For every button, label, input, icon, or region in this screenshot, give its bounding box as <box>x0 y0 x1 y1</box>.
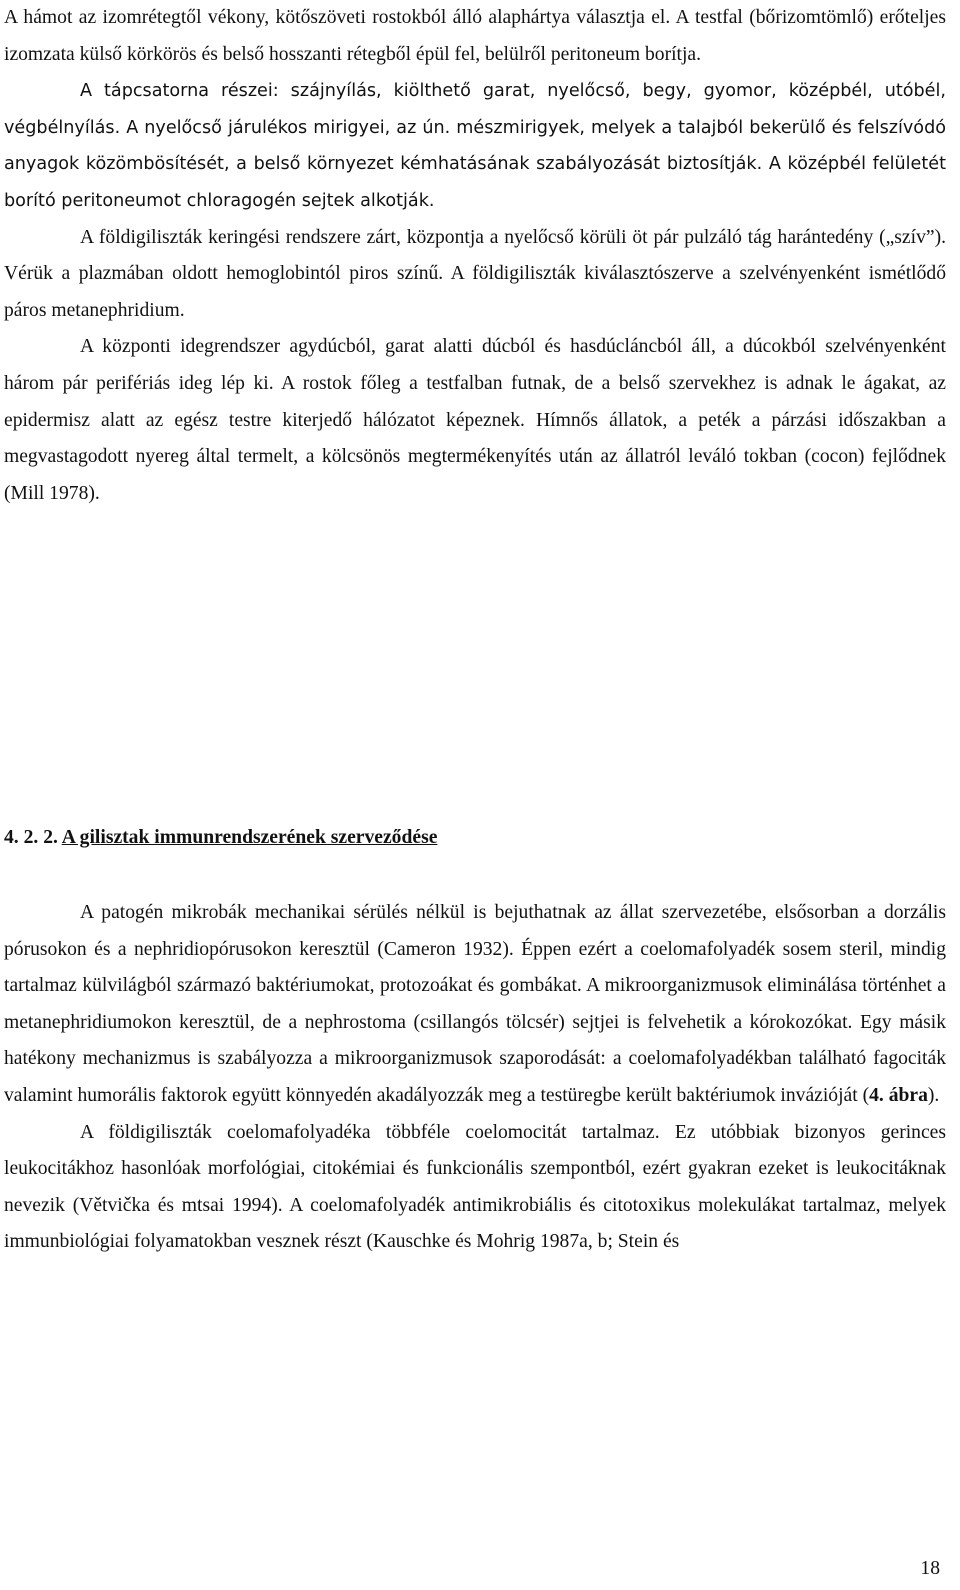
paragraph-coelomocytes: A földigiliszták coelomafolyadéka többféle coelomocitát tartalmaz. Ez utóbbiak bizonyos gerinces leukocitákhoz hasonlóak morfológiai, citokémiai és funkcionális szempontból, ezért gyakran ezeket is leukocitáknak nevezik (Větvička és mtsai 1994). A coelomafolyadék antimikrobiális és citotoxikus molekulákat tartalmaz, melyek immunbiológiai folyamatokban vesznek részt (Kauschke és Mohrig 1987a, b; Stein és <box>4 1121 946 1253</box>
top-text-block <box>4 0 946 512</box>
paragraph-pathogen-entry <box>4 895 946 1115</box>
section-heading <box>4 820 437 857</box>
page-number: 18 <box>920 1558 940 1579</box>
paragraph-basement-membrane: A hámot az izomrétegtől vékony, kötőszöveti rostokból álló alaphártya választja el. A testfal (bőrizomtömlő) erőteljes izomzata külső körkörös és belső hosszanti rétegből épül fel, belülről peritoneum borítja. <box>4 7 946 65</box>
section-number: 4. 2. 2. <box>4 827 58 848</box>
paragraph-circulatory-system: A földigiliszták keringési rendszere zárt, központja a nyelőcső körüli öt pár pulzáló tág harántedény („szív”). Vérük a plazmában oldott hemoglobintól piros színű. A földigiliszták kiválasztószerve a szelvényenként ismétlődő páros metanephridium. <box>4 226 946 321</box>
paragraph-pathogen-entry-end: ). <box>927 1084 940 1106</box>
paragraph-nervous-system: A központi idegrendszer agydúcból, garat alatti dúcból és hasdúcláncból áll, a dúcokból szelvényenként három pár perifériás ideg lép ki. A rostok főleg a testfalban futnak, de a belső szervekhez is adnak le ágakat, az epidermisz alatt az egész testre kiterjedő hálózatot képeznek. Hímnős állatok, a peték a párzási időszakban a megvastagodott nyereg által termelt, a kölcsönös megtermékenyítés után az állatról leváló tokban (cocon) fejlődnek (Mill 1978). <box>4 336 946 504</box>
section-title: A gilisztak immunrendszerének szerveződése <box>61 827 438 848</box>
bottom-text-block <box>4 895 946 1261</box>
paragraph-digestive-tract: A tápcsatorna részei: szájnyílás, kiölthető garat, nyelőcső, begy, gyomor, középbél, utóbél, végbélnyílás. A nyelőcső járulékos mirigyei, az ún. mészmirigyek, melyek a talajból bekerülő és felszívódó anyagok közömbösítését, a belső környezet kémhatásának szabályozását biztosítják. A középbél felületét borító peritoneumot chloragogén sejtek alkotják. <box>4 81 946 211</box>
figure-reference: 4. ábra <box>869 1084 928 1106</box>
paragraph-pathogen-entry-text: A patogén mikrobák mechanikai sérülés nélkül is bejuthatnak az állat szervezetébe, elsősorban a dorzális pórusokon és a nephridiopórusokon keresztül (Cameron 1932). Éppen ezért a coelomafolyadék sosem steril, mindig tartalmaz külvilágból származó baktériumokat, protozoákat és gombákat. A mikroorganizmusok eliminálása történhet a metanephridiumokon keresztül, de a nephrostoma (csillangós tölcsér) sejtjei is felvehetik a kórokozókat. Egy másik hatékony mechanizmus is szabályozza a mikroorganizmusok szaporodását: a coelomafolyadékban található fagociták valamint humorális faktorok együtt könnyedén akadályozzák meg a testüregbe került baktériumok invázióját ( <box>4 902 946 1106</box>
